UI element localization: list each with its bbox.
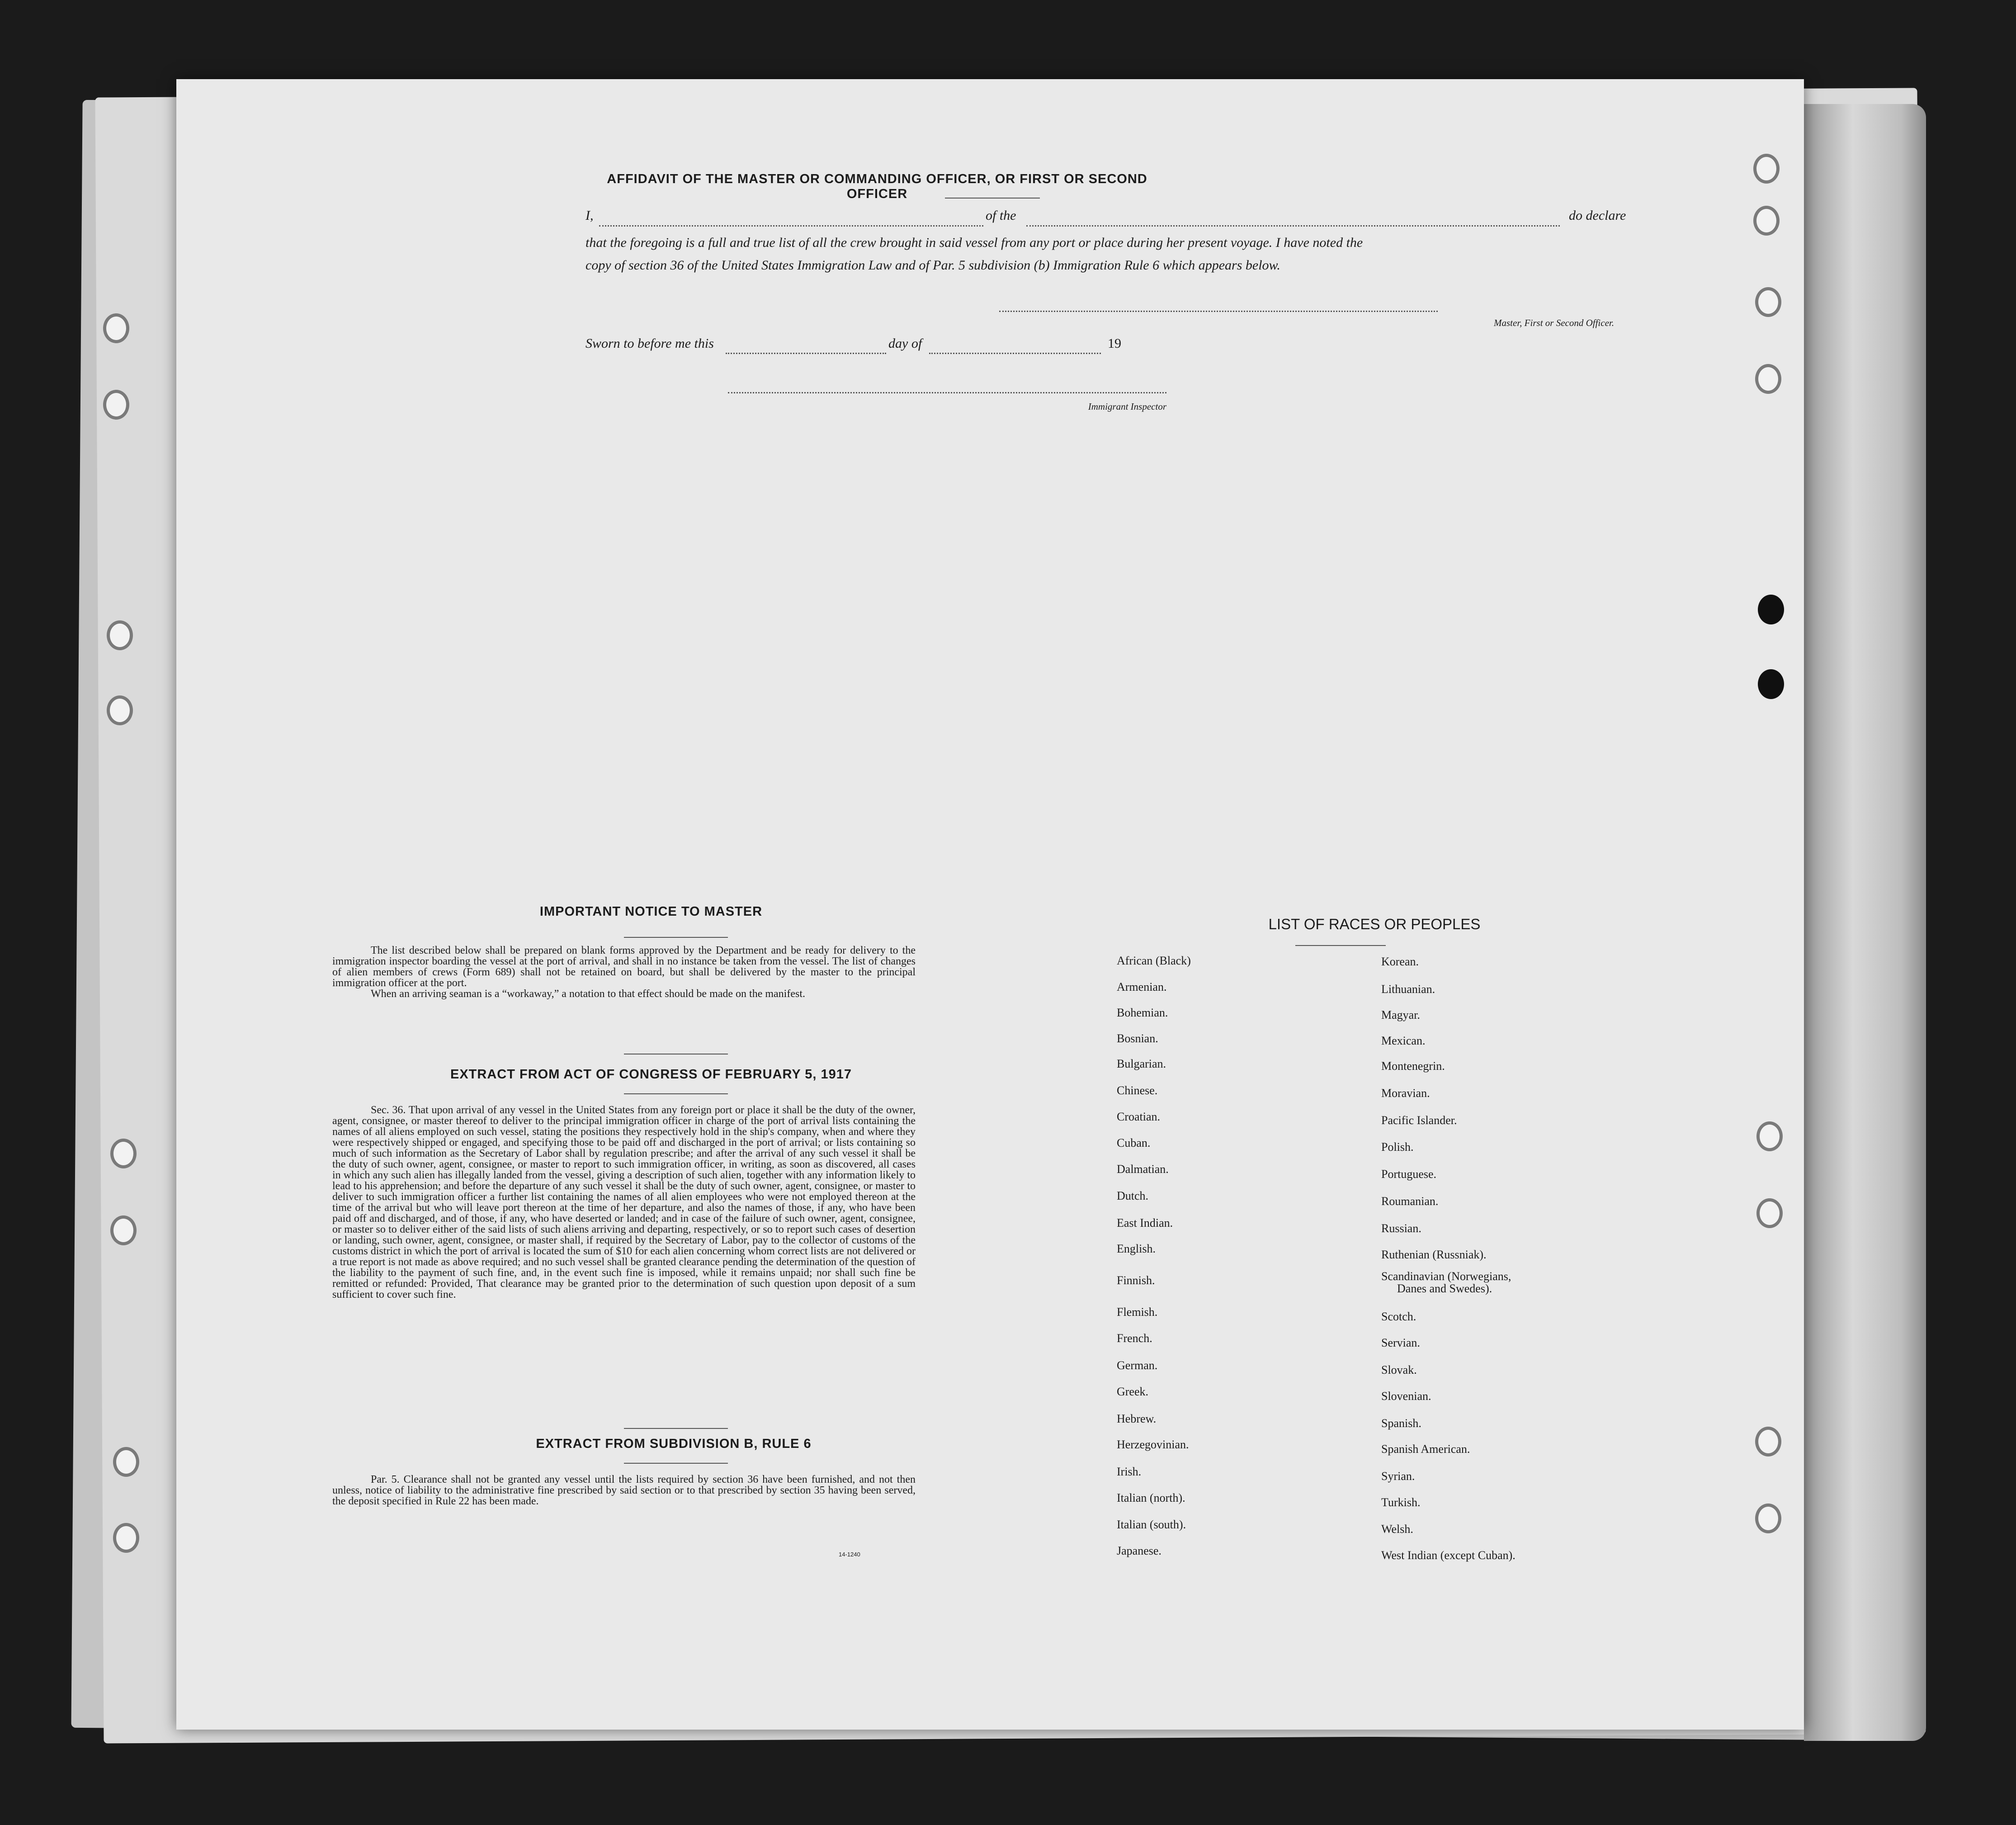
race-item: Herzegovinian. [1117, 1438, 1189, 1451]
races-title: LIST OF RACES OR PEOPLES [1268, 916, 1481, 932]
binder-hole [1753, 154, 1780, 184]
binder-hole [107, 695, 133, 725]
race-item: Magyar. [1381, 1008, 1420, 1021]
race-item: German. [1117, 1359, 1158, 1372]
race-item: West Indian (except Cuban). [1381, 1549, 1516, 1562]
binder-hole [110, 1139, 137, 1168]
race-item: Scandinavian (Norwegians, [1381, 1270, 1511, 1283]
rule-paragraph: Par. 5. Clearance shall not be granted any vessel until the lists required by section 36 have been furnished, and not then unless, notice of liability to the administrative fine prescribed by said section or to that prescribed by section 35 having been served, the deposit specified in Rule 22 has been made. [332, 1474, 916, 1507]
notice-paragraph-1: The list described below shall be prepared on blank forms approved by the Department and be ready for delivery to the immigration inspector boarding the vessel at the port of arrival, and shall in no instance be taken from the vessel. The list of changes of alien members of crews (Form 689) shall not be retained on board, but shall be delivered by the master to the principal immigration officer at the port. [332, 945, 916, 989]
race-item: Syrian. [1381, 1470, 1415, 1483]
sworn-year: 19 [1108, 336, 1121, 351]
race-item: Italian (north). [1117, 1491, 1185, 1504]
rule-body [332, 1474, 916, 1507]
month-blank [929, 353, 1101, 354]
signature-line [999, 311, 1438, 312]
act-title: EXTRACT FROM ACT OF CONGRESS OF FEBRUARY 5, 1917 [450, 1067, 852, 1082]
race-item: Scotch. [1381, 1310, 1416, 1323]
binder-hole [1755, 1503, 1781, 1533]
act-body [332, 1105, 916, 1300]
race-item: Dutch. [1117, 1189, 1149, 1202]
race-item: Dalmatian. [1117, 1163, 1169, 1176]
race-item: Slovenian. [1381, 1390, 1431, 1403]
race-item: Roumanian. [1381, 1195, 1439, 1208]
race-item: Greek. [1117, 1385, 1149, 1398]
race-item: Hebrew. [1117, 1412, 1157, 1425]
race-item: Ruthenian (Russniak). [1381, 1248, 1487, 1261]
race-item: Pacific Islander. [1381, 1114, 1457, 1127]
form-number: 14-1240 [839, 1551, 860, 1558]
race-item: English. [1117, 1242, 1156, 1255]
race-item: Finnish. [1117, 1274, 1155, 1287]
race-item: Irish. [1117, 1465, 1142, 1478]
affidavit-line-2: that the foregoing is a full and true list of all the crew brought in said vessel from any port or place during her present voyage. I have noted the [585, 235, 1363, 250]
binder-hole [103, 390, 129, 420]
race-item: Welsh. [1381, 1522, 1413, 1536]
notice-body [332, 945, 916, 999]
divider [624, 1428, 728, 1429]
race-item: Korean. [1381, 955, 1419, 968]
binder-hole [113, 1523, 139, 1553]
inspector-signature-line [728, 392, 1166, 393]
race-item: Slovak. [1381, 1363, 1417, 1376]
divider [624, 937, 728, 938]
name-blank [599, 225, 983, 227]
binder-hole [107, 620, 133, 650]
binder-hole [1755, 287, 1781, 317]
affidavit-title: AFFIDAVIT OF THE MASTER OR COMMANDING OFFICER, OR FIRST OR SECOND OFFICER [607, 172, 1147, 201]
race-item: Bulgarian. [1117, 1057, 1166, 1070]
binder-hole [1756, 1198, 1783, 1228]
page-stack-edge [1804, 104, 1926, 1741]
race-item: Croatian. [1117, 1110, 1161, 1123]
race-item: Flemish. [1117, 1305, 1158, 1319]
race-item: Bosnian. [1117, 1032, 1158, 1045]
race-item: Lithuanian. [1381, 983, 1435, 996]
binder-hole [1755, 364, 1781, 394]
divider [624, 1093, 728, 1094]
race-item: Servian. [1381, 1336, 1420, 1349]
binder-hole [1753, 206, 1780, 236]
binder-hole [110, 1215, 137, 1245]
race-item: Bohemian. [1117, 1006, 1168, 1019]
notice-title: IMPORTANT NOTICE TO MASTER [539, 904, 763, 919]
act-section-36-text: Sec. 36. That upon arrival of any vessel in the United States from any foreign port or place it shall be the duty of the owner, agent, consignee, or master thereof to deliver to the principal immigration officer in charge of the port of arrival lists containing the names of all aliens employed on such vessel, stating the positions they respectively hold in the ship's company, when and where they were respectively shipped or engaged, and specifying those to be paid off and discharged in the port of arrival; or lists containing so much of such information as the Secretary of Labor shall by regulation prescribe; and after the arrival of any such vessel it shall be the duty of such owner, agent, consignee, or master to report to such immigration officer, in writing, as soon as discovered, all cases in which any such alien has illegally landed from the vessel, giving a description of such alien, together with any information likely to lead to his apprehension; and before the departure of any such vessel it shall be the duty of such owner, agent, consignee, or master to deliver to such immigration officer a further list containing the names of all alien employees who were not employed thereon at the time of the arrival but who will leave port thereon at the time of her departure, and also the names of those, if any, who have been paid off and discharged, and of those, if any, who have deserted or landed; and in case of the failure of such owner, agent, consignee, or master so to deliver either of the said lists of such aliens arriving and departing, respectively, or so to report such cases of desertion or landing, such owner, agent, consignee, or master shall, if required by the Secretary of Labor, pay to the collector of customs of the customs district in which the port of arrival is located the sum of $10 for each alien concerning whom correct lists are not delivered or a true report is not made as above required; and no such vessel shall be granted clearance pending the determination of the question of the liability to the payment of such fine, and, in the event such fine is imposed, while it remains unpaid; nor shall such fine be remitted or refunded: Provided, That clearance may be granted prior to the determination of such question upon deposit of a sum sufficient to cover such fine. [332, 1104, 916, 1300]
divider [945, 198, 1040, 199]
race-item: Polish. [1381, 1140, 1414, 1154]
day-blank [726, 353, 886, 354]
race-item: Japanese. [1117, 1544, 1161, 1557]
manifest-page [176, 79, 1804, 1730]
rule-title: EXTRACT FROM SUBDIVISION B, RULE 6 [536, 1437, 812, 1451]
vessel-blank [1026, 225, 1560, 227]
affidavit-line-3: copy of section 36 of the United States Immigration Law and of Par. 5 subdivision (b) Immigration Rule 6 which appears below. [585, 258, 1280, 273]
binder-hole [1758, 669, 1784, 699]
race-item: French. [1117, 1332, 1152, 1345]
signature-label: Master, First or Second Officer. [1494, 317, 1614, 328]
race-item: Mexican. [1381, 1034, 1426, 1047]
sworn-mid: day of [888, 336, 922, 351]
race-item: East Indian. [1117, 1216, 1173, 1229]
race-item: Chinese. [1117, 1084, 1158, 1097]
race-item: Spanish. [1381, 1417, 1421, 1430]
binder-hole [1758, 595, 1784, 624]
race-item: Spanish American. [1381, 1442, 1470, 1456]
race-item: Danes and Swedes). [1397, 1282, 1492, 1295]
binder-hole [1755, 1427, 1781, 1456]
affidavit-line-1-suffix: do declare [1569, 208, 1626, 223]
binder-hole [103, 313, 129, 343]
race-item: Montenegrin. [1381, 1059, 1445, 1073]
affidavit-line-1-prefix: I, [585, 208, 594, 223]
race-item: Russian. [1381, 1222, 1421, 1235]
race-item: Moravian. [1381, 1087, 1430, 1100]
race-item: Cuban. [1117, 1136, 1151, 1149]
race-item: African (Black) [1117, 954, 1191, 967]
divider [1295, 945, 1386, 946]
binder-hole [113, 1447, 139, 1477]
race-item: Turkish. [1381, 1496, 1421, 1509]
race-item: Armenian. [1117, 980, 1167, 993]
race-item: Italian (south). [1117, 1518, 1186, 1531]
race-item: Portuguese. [1381, 1168, 1437, 1181]
binder-hole [1756, 1121, 1783, 1151]
notice-paragraph-2: When an arriving seaman is a “workaway,” a notation to that effect should be made on the manifest. [371, 988, 805, 1000]
divider [624, 1463, 728, 1464]
sworn-prefix: Sworn to before me this [585, 336, 714, 351]
affidavit-line-1-mid: of the [986, 208, 1016, 223]
inspector-label: Immigrant Inspector [1088, 401, 1166, 412]
